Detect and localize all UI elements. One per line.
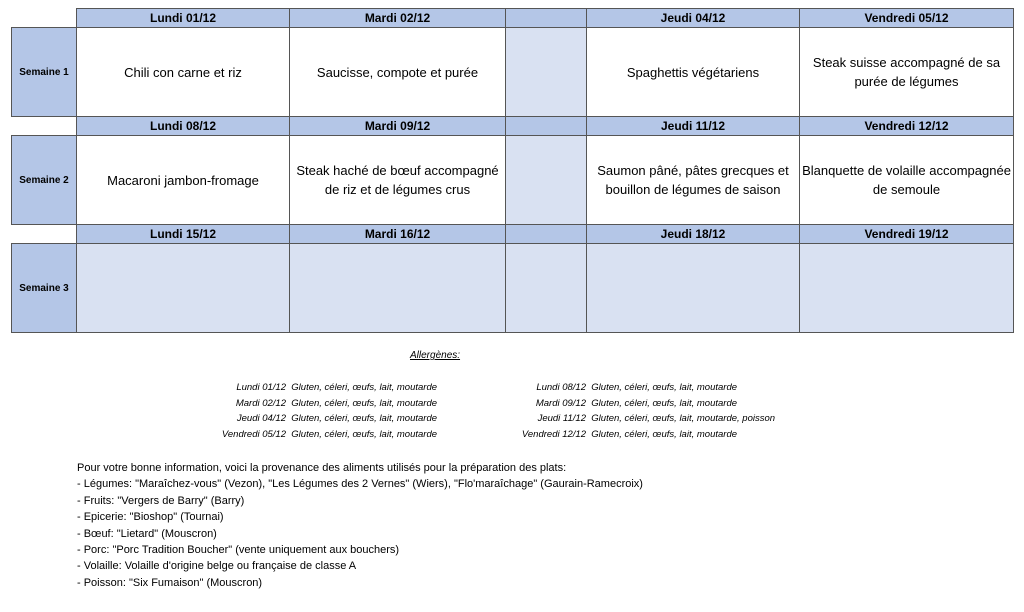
allergens-list-left (200, 380, 437, 442)
allergen-list: Gluten, céleri, œufs, lait, moutarde (291, 382, 438, 393)
week-2-header-row (12, 117, 1014, 136)
allergen-line (200, 411, 437, 427)
week-1-header-row (12, 9, 1014, 28)
allergen-day: Jeudi 04/12 (236, 413, 286, 424)
allergen-line (200, 380, 437, 396)
allergens-title: Allergènes: (410, 350, 461, 361)
day-header: Lundi 08/12 (77, 117, 290, 136)
allergen-day: Lundi 01/12 (236, 382, 286, 393)
week-label: Semaine 3 (12, 244, 77, 333)
meal-cell: Spaghettis végétariens (587, 28, 800, 117)
day-header: Mardi 09/12 (290, 117, 506, 136)
allergens-list-right (500, 380, 775, 442)
day-header: Lundi 01/12 (77, 9, 290, 28)
origin-item: - Poisson: "Six Fumaison" (Mouscron) (77, 576, 263, 589)
wednesday-gap (506, 136, 587, 225)
meal-cell (290, 244, 506, 333)
meal-cell: Macaroni jambon-fromage (77, 136, 290, 225)
allergen-day: Lundi 08/12 (536, 382, 586, 393)
origin-item: - Légumes: "Maraîchez-vous" (Vezon), "Les Légumes des 2 Vernes" (Wiers), "Flo'maraîchage" (Gaurain-Ramecroix) (77, 478, 643, 491)
meal-cell (587, 244, 800, 333)
wednesday-gap (506, 244, 587, 333)
allergen-list: Gluten, céleri, œufs, lait, moutarde, poisson (591, 413, 776, 424)
allergen-list: Gluten, céleri, œufs, lait, moutarde (591, 428, 738, 440)
wednesday-gap (506, 9, 587, 28)
week-3-meal-row (12, 244, 1014, 333)
meal-cell: Saumon pâné, pâtes grecques et bouillon de légumes de saison (587, 136, 800, 225)
allergen-day: Jeudi 11/12 (537, 413, 586, 424)
allergen-day: Vendredi 12/12 (521, 428, 586, 440)
meal-cell: Blanquette de volaille accompagnée de semoule (800, 136, 1014, 225)
origin-item: - Epicerie: "Bioshop" (Tournai) (77, 511, 224, 524)
meal-cell: Saucisse, compote et purée (290, 28, 506, 117)
week-2-meal-row (12, 136, 1014, 225)
meal-cell: Steak haché de bœuf accompagné de riz et de légumes crus (290, 136, 506, 225)
day-header: Mardi 16/12 (290, 225, 506, 244)
allergen-day: Mardi 02/12 (235, 397, 286, 409)
wednesday-gap (506, 117, 587, 136)
day-header: Jeudi 18/12 (587, 225, 800, 244)
origin-item: - Fruits: "Vergers de Barry" (Barry) (77, 494, 245, 507)
day-header: Vendredi 12/12 (800, 117, 1014, 136)
allergen-line (500, 380, 775, 396)
allergen-line (200, 427, 437, 443)
allergen-list: Gluten, céleri, œufs, lait, moutarde (591, 397, 738, 409)
origin-item: - Bœuf: "Lietard" (Mouscron) (77, 527, 217, 540)
meal-cell (800, 244, 1014, 333)
day-header: Lundi 15/12 (77, 225, 290, 244)
origin-item: - Porc: "Porc Tradition Boucher" (vente uniquement aux bouchers) (77, 544, 400, 557)
day-header: Jeudi 04/12 (587, 9, 800, 28)
wednesday-gap (506, 225, 587, 244)
allergen-line (500, 427, 775, 443)
day-header: Jeudi 11/12 (587, 117, 800, 136)
allergen-day: Mardi 09/12 (535, 397, 586, 409)
food-origin-section (77, 460, 643, 591)
allergen-list: Gluten, céleri, œufs, lait, moutarde (291, 413, 438, 424)
menu-table (11, 8, 1014, 333)
week-label: Semaine 2 (12, 136, 77, 225)
day-header: Vendredi 05/12 (800, 9, 1014, 28)
day-header: Vendredi 19/12 (800, 225, 1014, 244)
allergen-line (500, 411, 775, 427)
origin-item: - Volaille: Volaille d'origine belge ou française de classe A (77, 560, 357, 573)
week-3-header-row (12, 225, 1014, 244)
allergen-list: Gluten, céleri, œufs, lait, moutarde (291, 397, 438, 409)
week-1-meal-row (12, 28, 1014, 117)
allergen-line (200, 396, 437, 412)
meal-cell (77, 244, 290, 333)
allergen-list: Gluten, céleri, œufs, lait, moutarde (591, 382, 738, 393)
allergen-list: Gluten, céleri, œufs, lait, moutarde (291, 428, 438, 440)
day-header: Mardi 02/12 (290, 9, 506, 28)
meal-cell: Chili con carne et riz (77, 28, 290, 117)
origin-intro: Pour votre bonne information, voici la provenance des aliments utilisés pour la préparation des plats: (77, 462, 567, 474)
allergen-day: Vendredi 05/12 (221, 428, 286, 440)
allergen-line (500, 396, 775, 412)
week-label: Semaine 1 (12, 28, 77, 117)
meal-cell: Steak suisse accompagné de sa purée de légumes (800, 28, 1014, 117)
wednesday-gap (506, 28, 587, 117)
